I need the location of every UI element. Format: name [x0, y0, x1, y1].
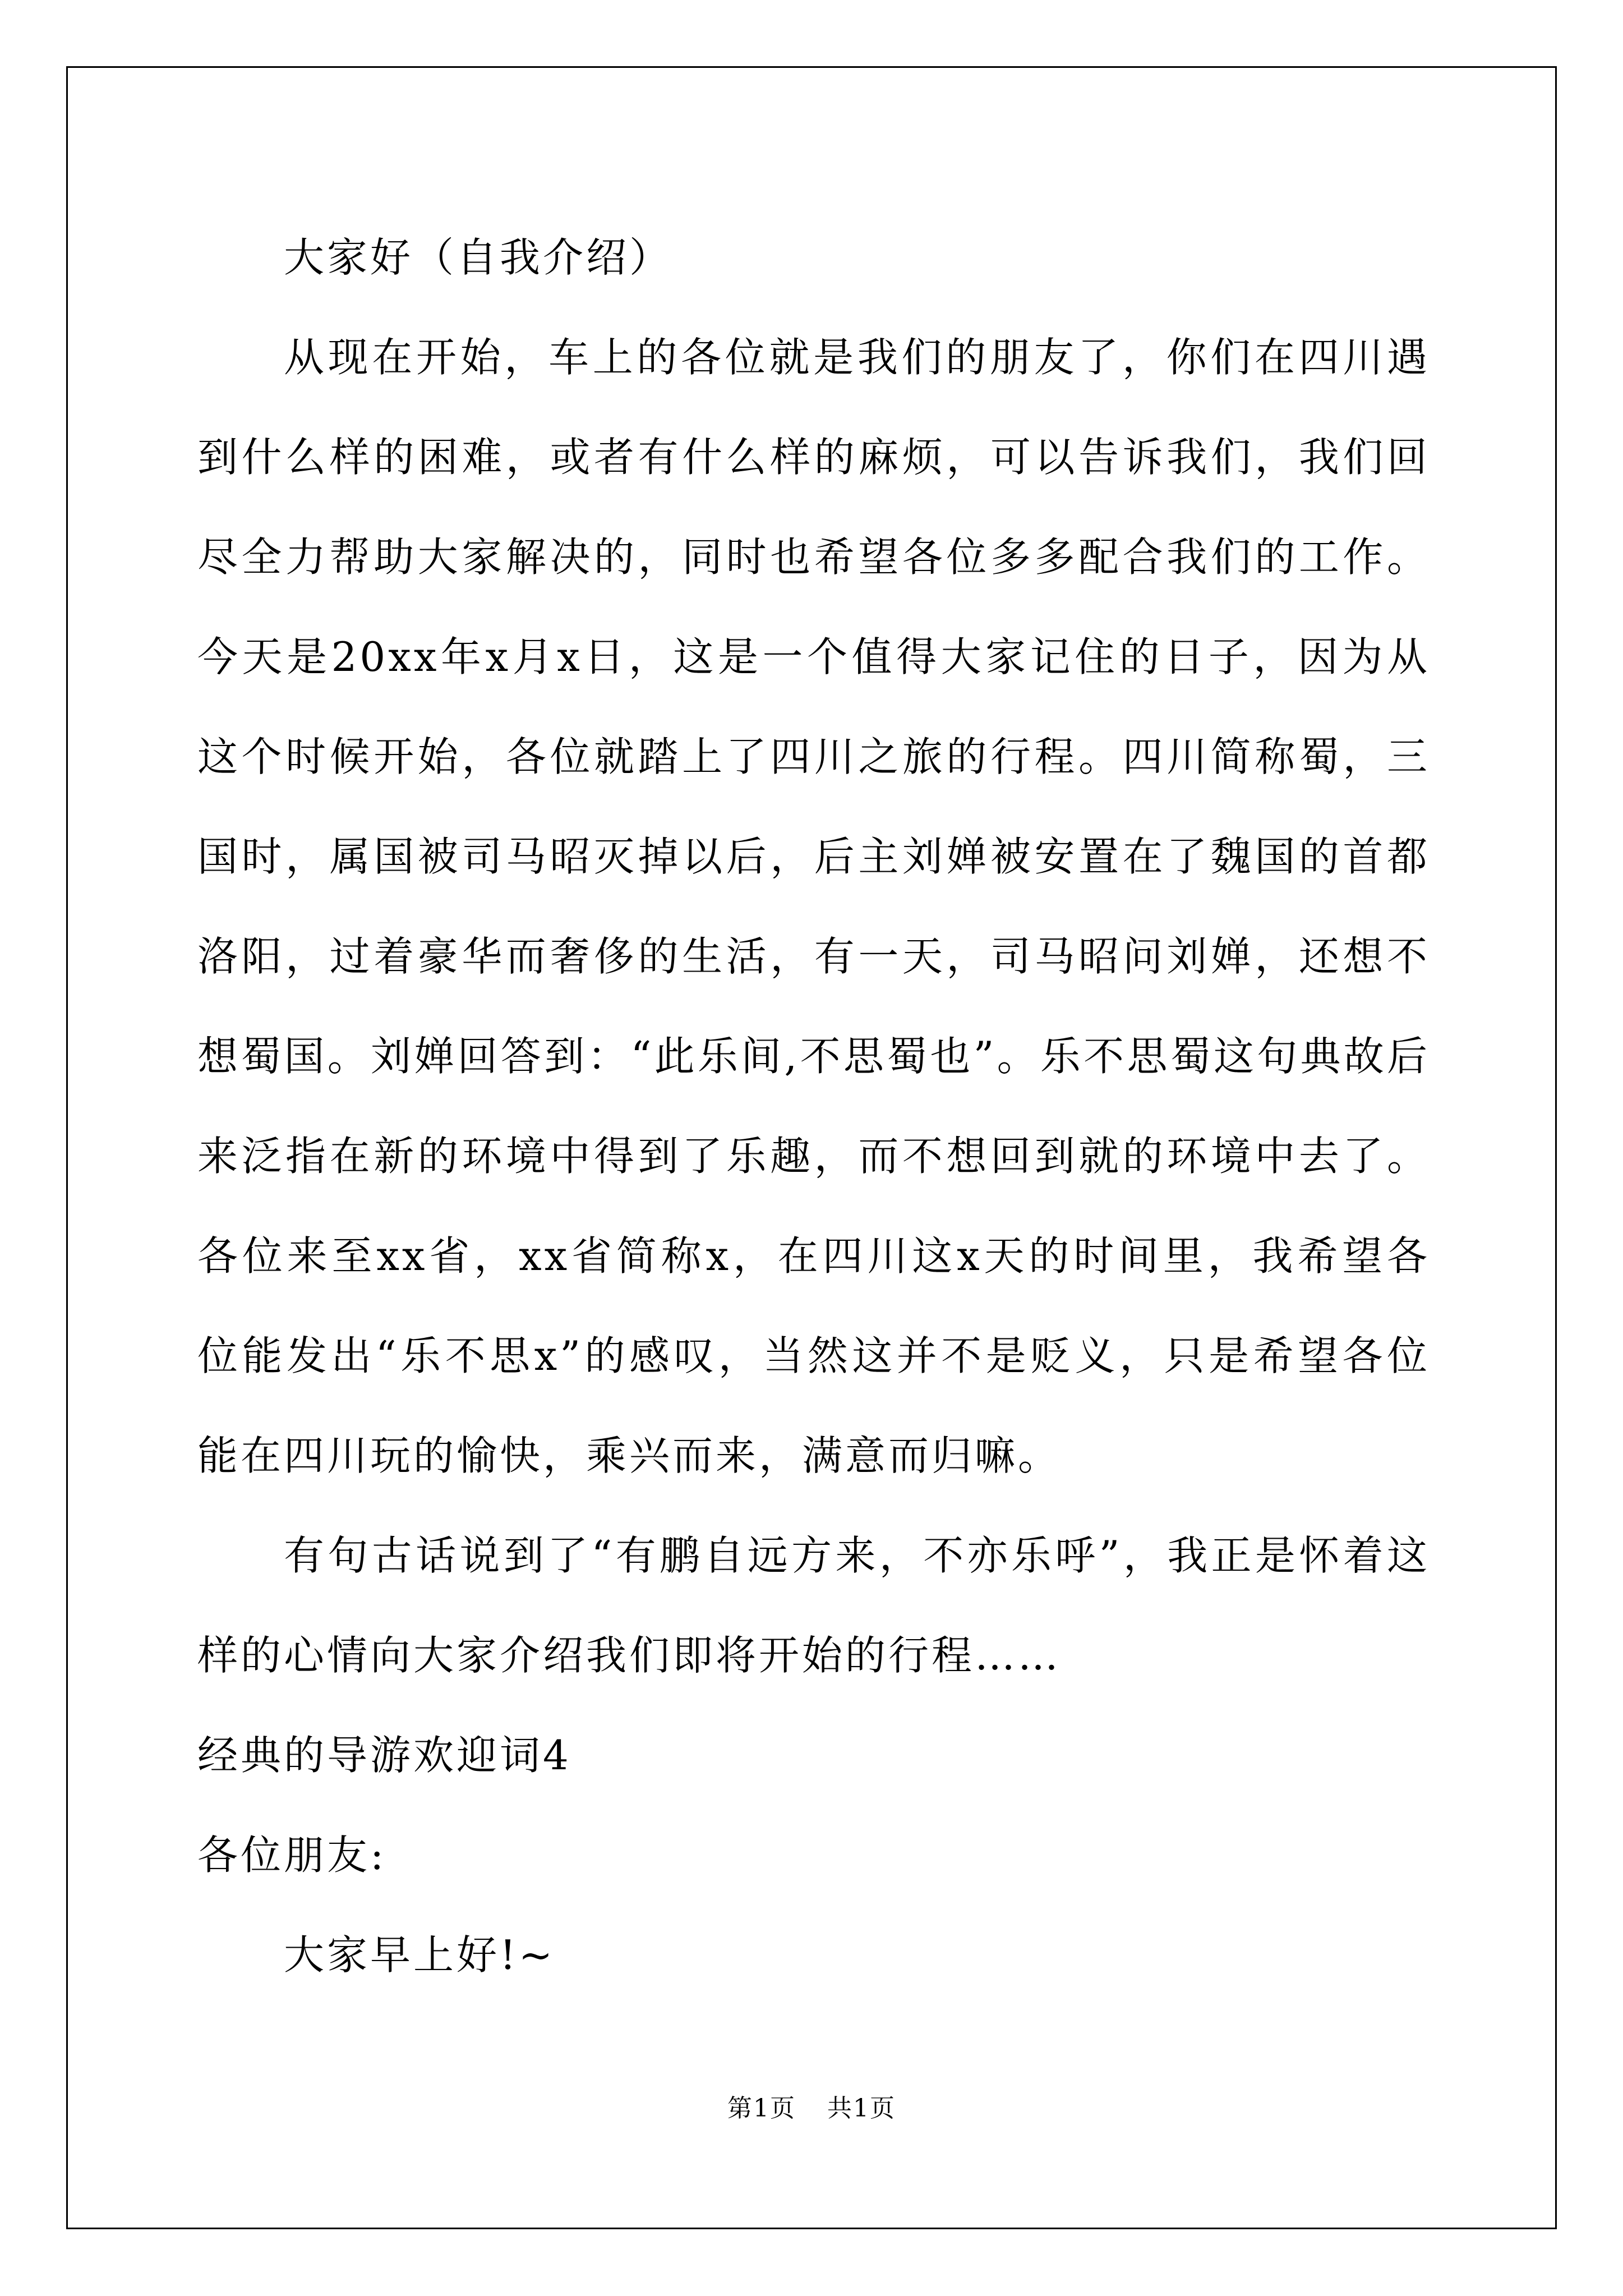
page-number: 第1页	[727, 2094, 796, 2123]
document-body	[197, 208, 1430, 2005]
salutation: 各位朋友:	[197, 1832, 387, 1879]
page-footer	[0, 2088, 1623, 2124]
section-heading: 经典的导游欢迎词4	[197, 1732, 571, 1779]
closing-paragraph: 有句古话说到了“有鹏自远方来，不亦乐呼”，我正是怀着这样的心情向大家介绍我们即将开始的行程……	[197, 1532, 1430, 1679]
page-total: 共1页	[827, 2094, 896, 2123]
body-paragraph: 从现在开始，车上的各位就是我们的朋友了，你们在四川遇到什么样的困难，或者有什么样的麻烦，可以告诉我们，我们回尽全力帮助大家解决的，同时也希望各位多多配合我们的工作。今天是20xx年x月x日，这是一个值得大家记住的日子，因为从这个时候开始，各位就踏上了四川之旅的行程。四川简称蜀，三国时，属国被司马昭灭掉以后，后主刘婵被安置在了魏国的首都洛阳，过着豪华而奢侈的生活，有一天，司马昭问刘婵，还想不想蜀国。刘婵回答到：“此乐间,不思蜀也”。乐不思蜀这句典故后来泛指在新的环境中得到了乐趣，而不想回到就的环境中去了。各位来至xx省，xx省简称x，在四川这x天的时间里，我希望各位能发出“乐不思x”的感叹，当然这并不是贬义，只是希望各位能在四川玩的愉快，乘兴而来，满意而归嘛。	[197, 334, 1430, 1479]
greeting: 大家早上好!~	[284, 1931, 556, 1978]
intro-paragraph: 大家好（自我介绍）	[284, 234, 673, 281]
